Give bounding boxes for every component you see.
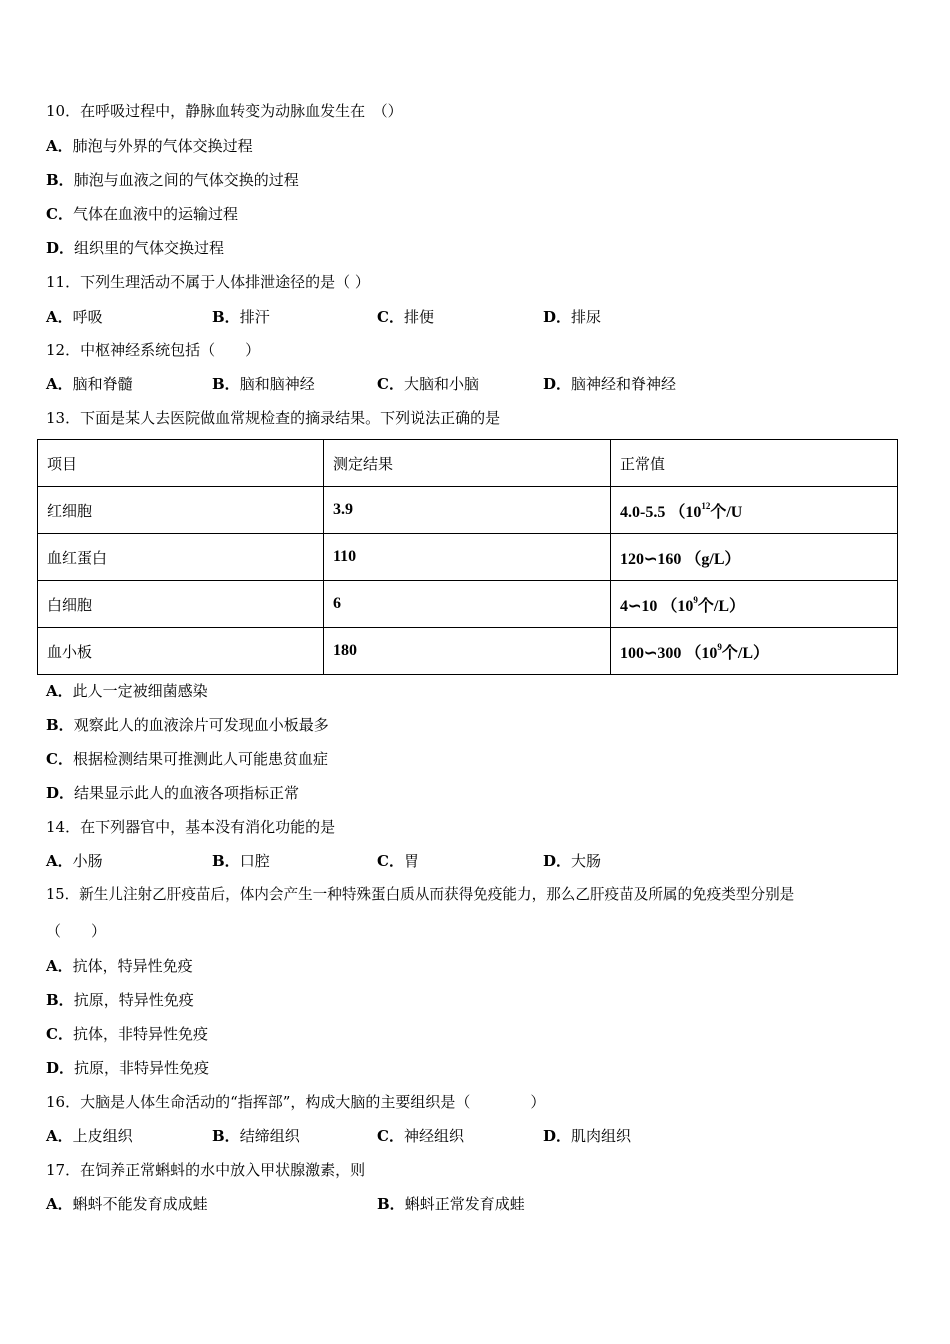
q13-option-b[interactable]: B．观察此人的血液涂片可发现血小板最多 [46,716,329,734]
blood-test-table [37,439,898,675]
q11-stem: 11．下列生理活动不属于人体排泄途径的是（ ） [46,273,370,291]
q11-option-a[interactable]: A．呼吸 [46,308,103,326]
q14-option-d[interactable]: D．大肠 [543,852,602,870]
q16-option-c[interactable]: C．神经组织 [377,1127,464,1145]
q15-option-b[interactable]: B．抗原，特异性免疫 [46,991,194,1009]
q12-stem: 12．中枢神经系统包括（ ） [46,341,261,359]
table-cell-result: 6 [324,581,611,628]
q11-option-c[interactable]: C．排便 [377,308,434,326]
table-row [38,581,898,628]
table-cell-result: 180 [324,628,611,675]
q17-stem: 17．在饲养正常蝌蚪的水中放入甲状腺激素，则 [46,1161,366,1179]
table-cell-item: 血红蛋白 [38,534,324,581]
q14-option-a[interactable]: A．小肠 [46,852,103,870]
table-header-row [38,440,898,487]
q12-option-d[interactable]: D．脑神经和脊神经 [543,375,677,393]
table-row [38,628,898,675]
table-cell-item: 白细胞 [38,581,324,628]
q16-option-d[interactable]: D．肌肉组织 [543,1127,632,1145]
table-cell-result: 110 [324,534,611,581]
q13-stem: 13．下面是某人去医院做血常规检查的摘录结果。下列说法正确的是 [46,409,501,427]
table-cell-result: 3.9 [324,487,611,534]
table-header-cell: 测定结果 [324,440,611,487]
q16-option-b[interactable]: B．结缔组织 [212,1127,300,1145]
q12-option-c[interactable]: C．大脑和小脑 [377,375,479,393]
q10-option-d[interactable]: D．组织里的气体交换过程 [46,239,225,257]
q13-option-c[interactable]: C．根据检测结果可推测此人可能患贫血症 [46,750,328,768]
q10-option-c[interactable]: C．气体在血液中的运输过程 [46,205,238,223]
q15-option-a[interactable]: A．抗体，特异性免疫 [46,957,193,975]
q17-option-b[interactable]: B．蝌蚪正常发育成蛙 [377,1195,525,1213]
q12-option-b[interactable]: B．脑和脑神经 [212,375,315,393]
q13-option-d[interactable]: D．结果显示此人的血液各项指标正常 [46,784,300,802]
table-cell-range: 4∽10 （$10^9$个/L） [611,581,898,628]
q10-option-b[interactable]: B．肺泡与血液之间的气体交换的过程 [46,171,299,189]
table-cell-range: 120∽160 （g/L） [611,534,898,581]
q16-option-a[interactable]: A．上皮组织 [46,1127,133,1145]
q11-option-d[interactable]: D．排尿 [543,308,602,326]
table-cell-item: 红细胞 [38,487,324,534]
q14-option-b[interactable]: B．口腔 [212,852,270,870]
q11-option-b[interactable]: B．排汗 [212,308,270,326]
q10-option-a[interactable]: A．肺泡与外界的气体交换过程 [46,137,253,155]
table-header-cell: 项目 [38,440,324,487]
table-row [38,534,898,581]
table-cell-item: 血小板 [38,628,324,675]
q10-stem: 10．在呼吸过程中，静脉血转变为动脉血发生在 （） [46,102,403,120]
q13-option-a[interactable]: A．此人一定被细菌感染 [46,682,208,700]
q15-option-c[interactable]: C．抗体，非特异性免疫 [46,1025,208,1043]
table-cell-range: 100∽300 （$10^9$个/L） [611,628,898,675]
table-header-cell: 正常值 [611,440,898,487]
table-cell-range: 4.0-5.5 （$10^{12}$个/U [611,487,898,534]
q14-option-c[interactable]: C．胃 [377,852,419,870]
table-row [38,487,898,534]
q12-option-a[interactable]: A．脑和脊髓 [46,375,133,393]
q15-stem: 15．新生儿注射乙肝疫苗后，体内会产生一种特殊蛋白质从而获得免疫能力，那么乙肝疫苗及所属的免疫类型分别是 [46,886,795,903]
q16-stem: 16．大脑是人体生命活动的“指挥部”，构成大脑的主要组织是（ ） [46,1093,546,1111]
q14-stem: 14．在下列器官中，基本没有消化功能的是 [46,818,336,836]
q17-option-a[interactable]: A．蝌蚪不能发育成成蛙 [46,1195,208,1213]
q15-stem-continued: （ ） [46,922,107,940]
q15-option-d[interactable]: D．抗原，非特异性免疫 [46,1059,210,1077]
